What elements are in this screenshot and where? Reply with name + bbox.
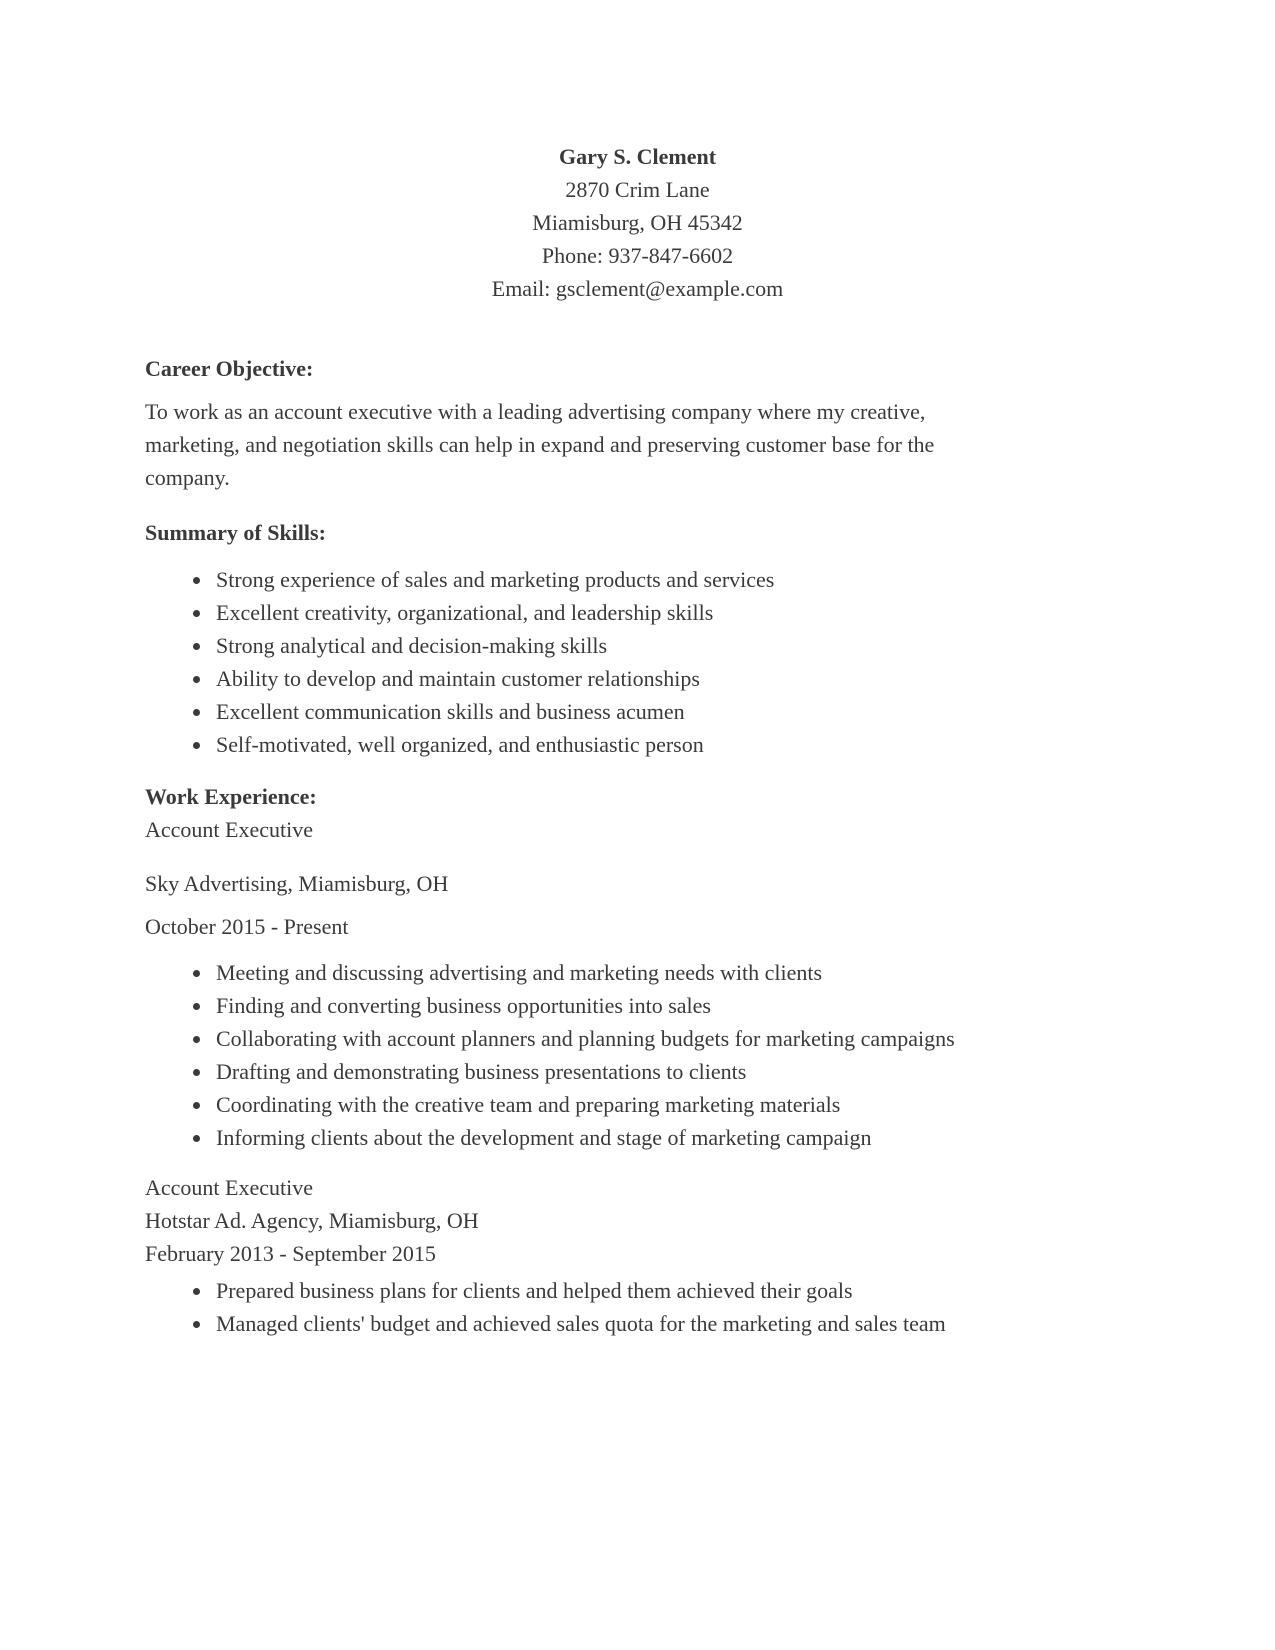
list-item: • Finding and converting business opportunities into sales: [213, 989, 990, 1022]
list-item: • Managed clients' budget and achieved sales quota for the marketing and sales team: [213, 1307, 990, 1340]
list-item: • Excellent communication skills and business acumen: [213, 695, 990, 728]
job-title: Account Executive: [145, 1175, 313, 1200]
list-item: • Excellent creativity, organizational, and leadership skills: [213, 596, 990, 629]
work-experience-section: [145, 780, 990, 1340]
job-dates: February 2013 - September 2015: [145, 1241, 436, 1266]
list-item: • Meeting and discussing advertising and marketing needs with clients: [213, 956, 990, 989]
job-duties-list: [145, 1274, 990, 1340]
job-duties-list: [145, 956, 990, 1154]
list-item: • Strong experience of sales and marketing products and services: [213, 563, 990, 596]
list-item: • Informing clients about the development and stage of marketing campaign: [213, 1121, 990, 1154]
list-item: • Coordinating with the creative team and preparing marketing materials: [213, 1088, 990, 1121]
work-experience-heading: Work Experience:: [145, 784, 317, 809]
job-dates: October 2015 - Present: [145, 914, 349, 939]
job-company: Sky Advertising, Miamisburg, OH: [145, 871, 449, 896]
person-name: Gary S. Clement: [558, 144, 717, 169]
list-item: • Ability to develop and maintain customer relationships: [213, 662, 990, 695]
contact-header: [145, 140, 1130, 305]
job-company: Hotstar Ad. Agency, Miamisburg, OH: [145, 1208, 479, 1233]
skills-section: [145, 516, 990, 761]
list-item: • Strong analytical and decision-making skills: [213, 629, 990, 662]
career-objective-heading: Career Objective:: [145, 356, 314, 381]
email-line: Email: gsclement@example.com: [491, 276, 784, 301]
address-street: 2870 Crim Lane: [565, 177, 710, 202]
phone-line: Phone: 937-847-6602: [541, 243, 734, 268]
list-item: • Collaborating with account planners and planning budgets for marketing campaigns: [213, 1022, 990, 1055]
job-title: Account Executive: [145, 817, 313, 842]
career-objective-section: [145, 352, 990, 494]
list-item: • Drafting and demonstrating business presentations to clients: [213, 1055, 990, 1088]
address-city-state-zip: Miamisburg, OH 45342: [532, 210, 743, 235]
skills-list: [145, 563, 990, 761]
career-objective-text: To work as an account executive with a leading advertising company where my creative, marketing, and negotiation skills can help in expand and preserving customer base for the company.: [145, 399, 935, 490]
list-item: • Self-motivated, well organized, and enthusiastic person: [213, 728, 990, 761]
skills-heading: Summary of Skills:: [145, 520, 326, 545]
list-item: • Prepared business plans for clients and helped them achieved their goals: [213, 1274, 990, 1307]
